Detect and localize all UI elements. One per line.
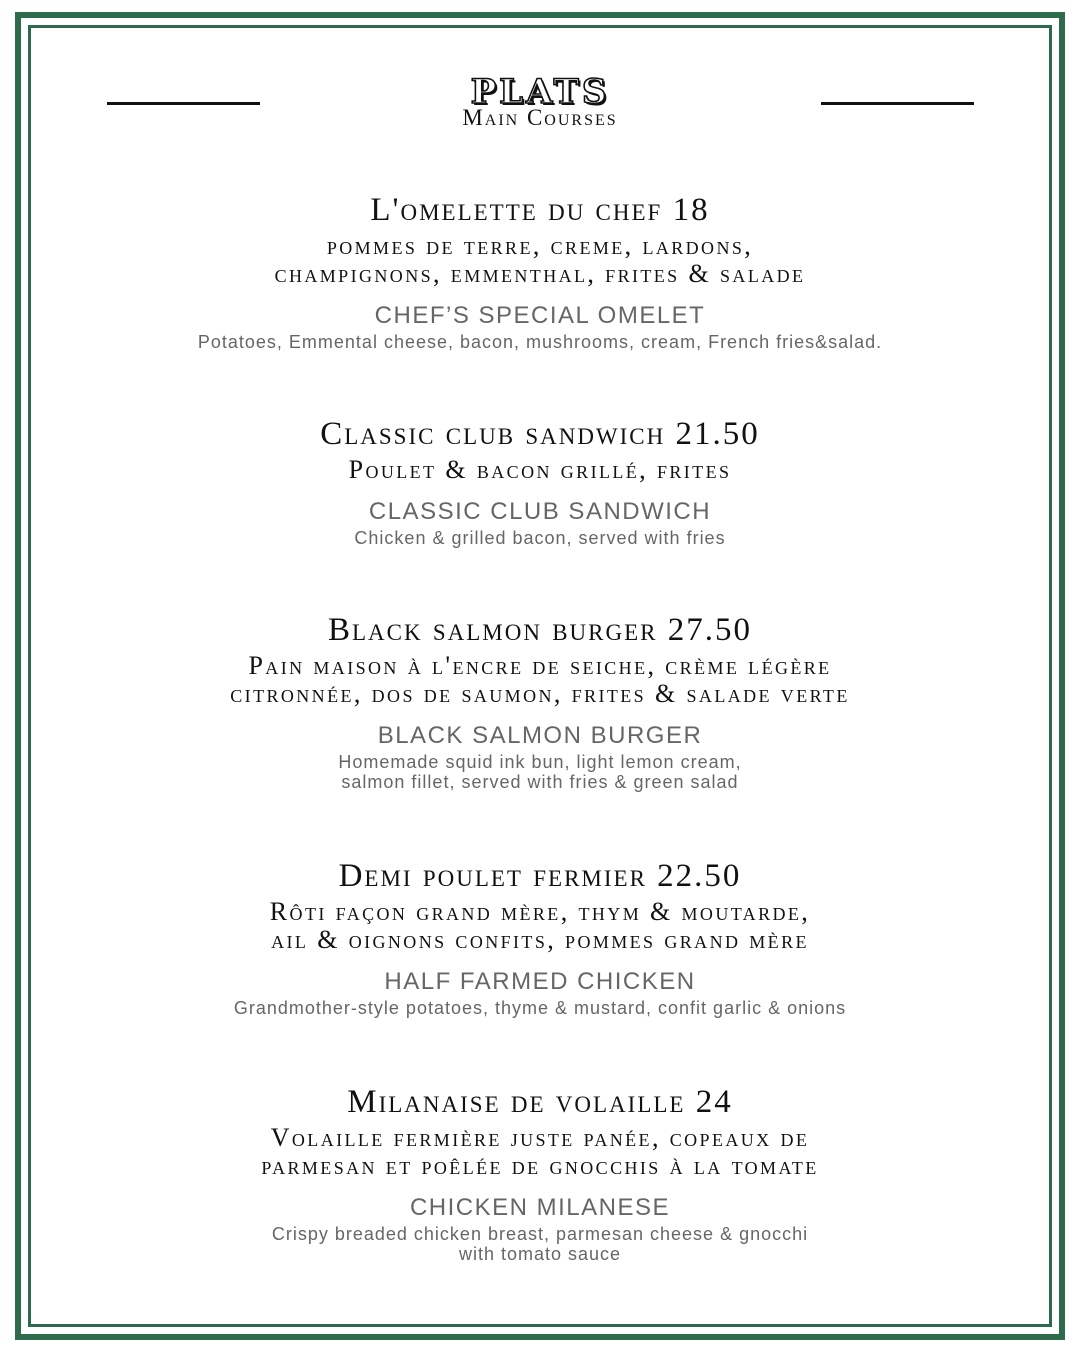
dish-english-line: Chicken & grilled bacon, served with fries [354, 528, 726, 548]
dish-french-description [0, 652, 1080, 708]
dish-title: L'omelette du chef 18 [370, 192, 710, 228]
dish-french-line: parmesan et poêlée de gnocchis à la tomate [261, 1151, 819, 1180]
dish-title: Classic club sandwich 21.50 [320, 416, 760, 452]
dish-black-salmon-burger [0, 610, 1080, 792]
dish-french-line: ail & oignons confits, pommes grand mère [271, 925, 809, 954]
dish-french-description [0, 1124, 1080, 1180]
dish-french-description [0, 232, 1080, 288]
dish-english-title: CLASSIC CLUB SANDWICH [368, 498, 712, 525]
dish-french-line: Poulet & bacon grillé, frites [348, 455, 732, 484]
dish-english-title: CHICKEN MILANESE [409, 1194, 671, 1221]
dish-english-line: Grandmother-style potatoes, thyme & mustard, confit garlic & onions [233, 998, 847, 1018]
dish-french-line: pommes de terre, creme, lardons, [326, 231, 754, 260]
dish-english-description [0, 528, 1080, 548]
dish-french-description [0, 456, 1080, 484]
dish-english-title: BLACK SALMON BURGER [377, 722, 703, 749]
dish-half-farmed-chicken [0, 856, 1080, 1018]
section-subtitle: Main Courses [462, 105, 618, 130]
dish-english-description [0, 752, 1080, 792]
dish-english-description [0, 1224, 1080, 1264]
dish-english-line: Potatoes, Emmental cheese, bacon, mushrooms, cream, French fries&salad. [197, 332, 883, 352]
dish-french-line: Pain maison à l'encre de seiche, crème légère [248, 651, 832, 680]
dish-club-sandwich [0, 414, 1080, 548]
dish-english-description [0, 332, 1080, 352]
dish-english-line: Crispy breaded chicken breast, parmesan cheese & gnocchi [271, 1224, 809, 1244]
dish-english-title: CHEF’S SPECIAL OMELET [374, 302, 706, 329]
section-title: PLATS [470, 72, 610, 112]
menu-header [0, 72, 1080, 128]
dish-french-line: champignons, emmenthal, frites & salade [274, 259, 806, 288]
dish-english-line: salmon fillet, served with fries & green salad [341, 772, 739, 792]
dish-french-line: Volaille fermière juste panée, copeaux de [270, 1123, 810, 1152]
dish-english-line: Homemade squid ink bun, light lemon cream, [338, 752, 742, 772]
dish-title: Black salmon burger 27.50 [327, 612, 753, 648]
dish-english-line: with tomato sauce [458, 1244, 622, 1264]
dish-french-line: citronnée, dos de saumon, frites & salade verte [230, 679, 850, 708]
dish-chef-omelette [0, 190, 1080, 352]
dish-title: Milanaise de volaille 24 [347, 1084, 733, 1120]
dish-chicken-milanese [0, 1082, 1080, 1264]
dish-french-description [0, 898, 1080, 954]
dish-english-title: HALF FARMED CHICKEN [384, 968, 696, 995]
dish-french-line: Rôti façon grand mère, thym & moutarde, [269, 897, 811, 926]
dish-english-description [0, 998, 1080, 1018]
dish-title: Demi poulet fermier 22.50 [338, 858, 742, 894]
